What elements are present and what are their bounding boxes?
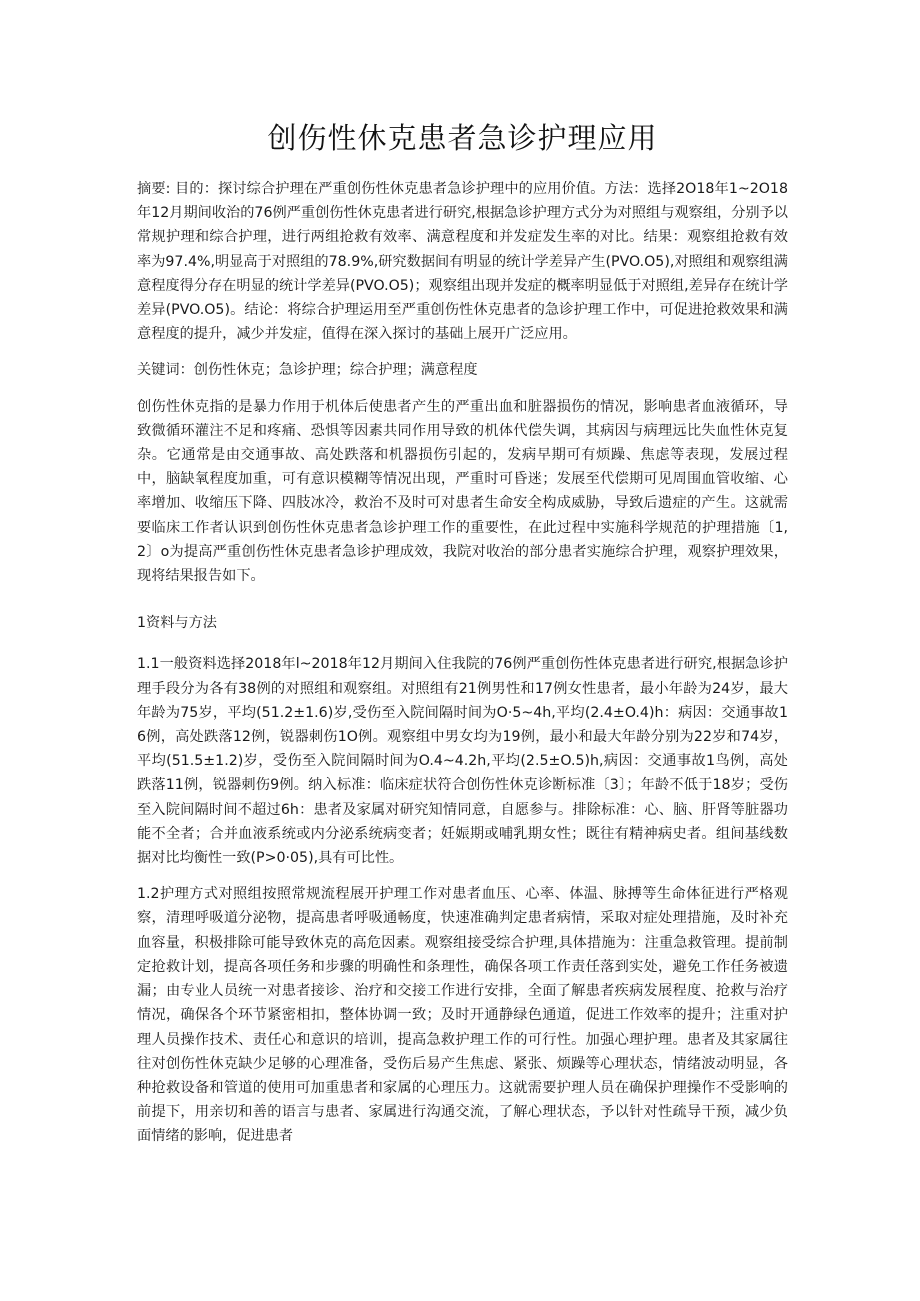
paper-title: 创伤性休克患者急诊护理应用 [267, 121, 658, 155]
keywords-text: ：创伤性休克；急诊护理；综合护理；满意程度 [179, 362, 478, 379]
intro-paragraph: 创伤性休克指的是暴力作用于机体后使患者产生的严重出血和脏器损伤的情况，影响患者血液循环，导致微循环灌注不足和疼痛、恐惧等因素共同作用导致的机体代偿失调，其病因与病理远比失血性休克复杂。它通常是由交通事故、高处跌落和机器损伤引起的，发病早期可有烦躁、焦虑等表现，发展过程中，脑缺氧程度加重，可有意识模糊等情况出现，严重时可昏迷；发展至代偿期可见周围血管收缩、心率增加、收缩压下降、四肢冰冷，救治不及时可对患者生命安全构成威胁，导致后遗症的产生。这就需要临床工作者认识到创伤性休克患者急诊护理工作的重要性，在此过程中实施科学规范的护理措施〔1,2〕o为提高严重创伤性休克患者急诊护理成效，我院对收治的部分患者实施综合护理，观察护理效果，现将结果报告如下。 [137, 398, 788, 585]
section-1-2-paragraph: 1.2护理方式对照组按照常规流程展开护理工作对患者血压、心率、体温、脉搏等生命体征进行严格观察，清理呼吸道分泌物，提高患者呼吸通畅度，快速准确判定患者病情，采取对症处理措施，及时补充血容量，积极排除可能导致休克的高危因素。观察组接受综合护理,具体措施为：注重急救管理。提前制定抢救计划，提高各项任务和步骤的明确性和条理性，确保各项工作责任落到实处，避免工作任务被遗漏；由专业人员统一对患者接诊、治疗和交接工作进行安排，全面了解患者疾病发展程度、抢救与治疗情况，确保各个环节紧密相扣，整体协调一致；及时开通静绿色通道，促进工作效率的提升；注重对护理人员操作技术、责任心和意识的培训，提高急救护理工作的可行性。加强心理护理。患者及其家属往往对创伤性休克缺少足够的心理准备，受伤后易产生焦虑、紧张、烦躁等心理状态，情绪波动明显，各种抢救设备和管道的使用可加重患者和家属的心理压力。这就需要护理人员在确保护理操作不受影响的前提下，用亲切和善的语言与患者、家属进行沟通交流，了解心理状态，予以针对性疏导干预，减少负面情绪的影响，促进患者 [137, 886, 788, 1145]
abstract-paragraph [137, 177, 788, 346]
abstract-label: 摘要 [137, 181, 166, 197]
section-1-1-paragraph: 1.1一般资料选择2018年l~2018年12月期间入住我院的76例严重创伤性体克患者进行研究,根据急诊护理手段分为各有38例的对照组和观察组。对照组有21例男性和17例女性患者，最小年龄为24岁，最大年龄为75岁，平均(51.2±1.6)岁,受伤至入院间隔时间为O·5~4h,平均(2.4±O.4)h：病因：交通事故16例，高处跌落12例，锐器刺伤1O例。观察组中男女均为19例，最小和最大年龄分别为22岁和74岁，平均(51.5±1.2)岁，受伤至入院间隔时间为O.4~4.2h,平均(2.5±O.5)h,病因：交通事故1鸟例，高处跌落11例，锐器刺伤9例。纳入标准：临床症状符合创伤性休克诊断标准〔3〕；年龄不低于18岁；受伤至入院间隔时间不超过6h：患者及家属对研究知情同意，自愿参与。排除标准：心、脑、肝肾等脏器功能不全者；合并血液系统或内分泌系统病变者；妊娠期或哺乳期女性；既往有精神病史者。组间基线数据对比均衡性一致(P>0·05),具有可比性。 [137, 656, 788, 867]
keywords-label: 关键词 [137, 362, 180, 379]
abstract-text: : 目的：探讨综合护理在严重创伤性休克患者急诊护理中的应用价值。方法：选择2O18年1~2O18年12月期间收治的76例严重创伤性休克患者进行研究,根据急诊护理方式分为对照组与观察组，分别予以常规护理和综合护理，进行两组抢救有效率、满意程度和并发症发生率的对比。结果：观察组抢救有效率为97.4%,明显高于对照组的78.9%,研究数据间有明显的统计学差异产生(PVO.O5),对照组和观察组满意程度得分存在明显的统计学差异(PVO.O5)；观察组出现并发症的概率明显低于对照组,差异存在统计学差异(PVO.O5)。结论：将综合护理运用至严重创伤性休克患者的急诊护理工作中，可促进抢救效果和满意程度的提升，减少并发症，值得在深入探讨的基础上展开广泛应用。 [137, 181, 788, 343]
keywords-paragraph [137, 358, 788, 382]
section-1-heading: 1资料与方法 [137, 615, 217, 632]
